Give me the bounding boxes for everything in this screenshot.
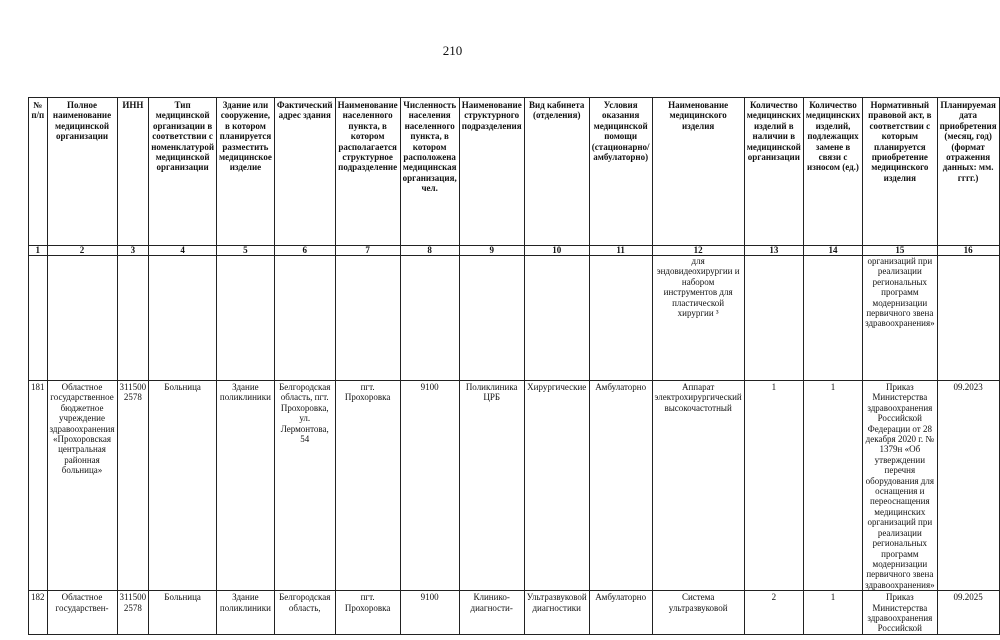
header-cell: Вид кабинета (отделения) bbox=[524, 98, 589, 246]
column-number: 5 bbox=[217, 246, 275, 256]
table-cell: 182 bbox=[29, 591, 48, 635]
header-cell: № п/п bbox=[29, 98, 48, 246]
table-cell: Приказ Министерства здравоохранения Российской Федерации от 28 декабря 2020 г. № 1379н «Об утверждении перечня оборудования для оснащения и переоснащения медицинских организаций при реализации региональных программ модернизации первичного звена здравоохранения» bbox=[863, 381, 938, 591]
table-cell: пгт. Прохоровка bbox=[335, 591, 400, 635]
table-cell: 09.2025 bbox=[937, 591, 999, 635]
column-number: 12 bbox=[652, 246, 744, 256]
column-number: 2 bbox=[47, 246, 117, 256]
table-cell: Амбулаторно bbox=[589, 591, 652, 635]
column-number: 8 bbox=[400, 246, 459, 256]
table-cell bbox=[459, 256, 524, 381]
table-cell bbox=[335, 256, 400, 381]
header-cell: Полное наименование медицинской организации bbox=[47, 98, 117, 246]
table-cell: для эндовидеохирургии и набором инструментов для пластической хирургии ³ bbox=[652, 256, 744, 381]
table-cell: Приказ Министерства здравоохранения Российской bbox=[863, 591, 938, 635]
header-cell: Фактический адрес здания bbox=[274, 98, 335, 246]
table-cell: Хирургические bbox=[524, 381, 589, 591]
table-row-182 bbox=[29, 591, 1000, 635]
header-cell: ИНН bbox=[117, 98, 149, 246]
header-cell: Численность населения населенного пункта, в котором расположена медицинская организация, чел. bbox=[400, 98, 459, 246]
table-cell bbox=[149, 256, 217, 381]
column-number: 9 bbox=[459, 246, 524, 256]
table-cell: 2 bbox=[744, 591, 803, 635]
column-number-row bbox=[29, 246, 1000, 256]
table-cell bbox=[744, 256, 803, 381]
table-cell: Больница bbox=[149, 591, 217, 635]
table-cell bbox=[589, 256, 652, 381]
table-cell: Аппарат электрохирургический высокочастотный bbox=[652, 381, 744, 591]
table-cell: Здание поликлиники bbox=[217, 381, 275, 591]
table-cell bbox=[937, 256, 999, 381]
table-cell: 311500 2578 bbox=[117, 591, 149, 635]
column-number: 3 bbox=[117, 246, 149, 256]
column-number: 13 bbox=[744, 246, 803, 256]
table-cell: пгт. Прохоровка bbox=[335, 381, 400, 591]
header-cell: Условия оказания медицинской помощи (стационарно/ амбулаторно) bbox=[589, 98, 652, 246]
table-cell: Поликлиника ЦРБ bbox=[459, 381, 524, 591]
column-number: 11 bbox=[589, 246, 652, 256]
table-cell: Областное государствен- bbox=[47, 591, 117, 635]
equipment-table bbox=[28, 97, 1000, 635]
table-cell bbox=[524, 256, 589, 381]
column-number: 16 bbox=[937, 246, 999, 256]
table-cell: Областное государственное бюджетное учреждение здравоохранения «Прохоровская центральная районная больница» bbox=[47, 381, 117, 591]
table-cell: 1 bbox=[803, 381, 862, 591]
table-cell: 311500 2578 bbox=[117, 381, 149, 591]
table-cell bbox=[117, 256, 149, 381]
header-row bbox=[29, 98, 1000, 246]
header-cell: Наименование населенного пункта, в котором располагается структурное подразделение bbox=[335, 98, 400, 246]
header-cell: Тип медицинской организации в соответствии с номенклатурой медицинской организации bbox=[149, 98, 217, 246]
column-number: 4 bbox=[149, 246, 217, 256]
table-cell: 09.2023 bbox=[937, 381, 999, 591]
header-cell: Нормативный правовой акт, в соответствии с которым планируется приобретение медицинского изделия bbox=[863, 98, 938, 246]
header-cell: Планируемая дата приобретения (месяц, год) (формат отражения данных: мм. гггг.) bbox=[937, 98, 999, 246]
table-row-181 bbox=[29, 381, 1000, 591]
column-number: 6 bbox=[274, 246, 335, 256]
header-cell: Наименование структурного подразделения bbox=[459, 98, 524, 246]
table-cell: 1 bbox=[744, 381, 803, 591]
table-cell: Здание поликлиники bbox=[217, 591, 275, 635]
table-cell: 1 bbox=[803, 591, 862, 635]
table-cell: Система ультразвуковой bbox=[652, 591, 744, 635]
column-number: 15 bbox=[863, 246, 938, 256]
column-number: 7 bbox=[335, 246, 400, 256]
header-cell: Количество медицинских изделий в наличии в медицинской организации bbox=[744, 98, 803, 246]
header-cell: Наименование медицинского изделия bbox=[652, 98, 744, 246]
table-cell: 181 bbox=[29, 381, 48, 591]
table-cell: Белгородская область, bbox=[274, 591, 335, 635]
column-number: 14 bbox=[803, 246, 862, 256]
table-cell: Больница bbox=[149, 381, 217, 591]
table-cell bbox=[803, 256, 862, 381]
table-cell: 9100 bbox=[400, 381, 459, 591]
table-cell: Белгородская область, пгт. Прохоровка, ул. Лермонтова, 54 bbox=[274, 381, 335, 591]
table-cell bbox=[29, 256, 48, 381]
page-number: 210 bbox=[442, 43, 463, 58]
column-number: 1 bbox=[29, 246, 48, 256]
table-cell bbox=[400, 256, 459, 381]
table-cell: Клинико-диагности- bbox=[459, 591, 524, 635]
header-cell: Количество медицинских изделий, подлежащих замене в связи с износом (ед.) bbox=[803, 98, 862, 246]
table-cell: 9100 bbox=[400, 591, 459, 635]
column-number: 10 bbox=[524, 246, 589, 256]
table-row-continuation bbox=[29, 256, 1000, 381]
table-cell: организаций при реализации региональных программ модернизации первичного звена здравоохранения» bbox=[863, 256, 938, 381]
table-cell bbox=[274, 256, 335, 381]
table-cell bbox=[47, 256, 117, 381]
header-cell: Здание или сооружение, в котором планируется разместить медицинское изделие bbox=[217, 98, 275, 246]
table-cell: Ультразвуковой диагностики bbox=[524, 591, 589, 635]
table-cell bbox=[217, 256, 275, 381]
table-cell: Амбулаторно bbox=[589, 381, 652, 591]
